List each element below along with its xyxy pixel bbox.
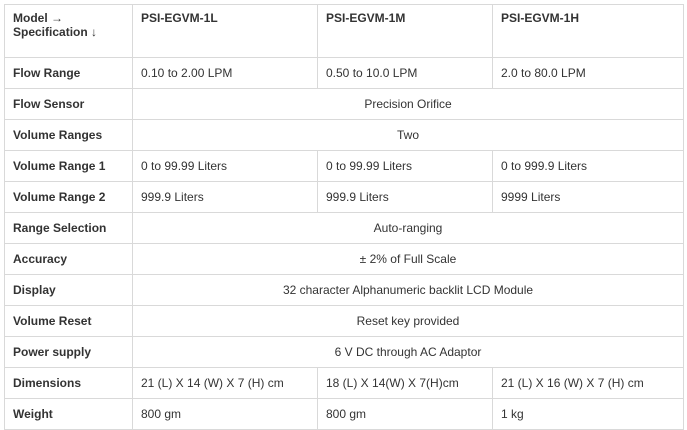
- table-row: [5, 306, 684, 337]
- table-row: [5, 89, 684, 120]
- merged-table-cell: Two: [133, 120, 684, 151]
- table-row: [5, 151, 684, 182]
- model-header-1h: PSI-EGVM-1H: [493, 5, 684, 58]
- table-cell: 0 to 999.9 Liters: [493, 151, 684, 182]
- row-label: Range Selection: [5, 213, 133, 244]
- table-cell: 999.9 Liters: [133, 182, 318, 213]
- row-label: Flow Range: [5, 58, 133, 89]
- table-cell: 0.10 to 2.00 LPM: [133, 58, 318, 89]
- merged-table-cell: 32 character Alphanumeric backlit LCD Module: [133, 275, 684, 306]
- corner-header-line1: Model →: [13, 11, 63, 25]
- row-label: Volume Ranges: [5, 120, 133, 151]
- table-row: [5, 58, 684, 89]
- table-cell: 800 gm: [318, 399, 493, 430]
- table-cell: 2.0 to 80.0 LPM: [493, 58, 684, 89]
- merged-table-cell: Reset key provided: [133, 306, 684, 337]
- row-label: Accuracy: [5, 244, 133, 275]
- table-row: [5, 337, 684, 368]
- model-header-1m: PSI-EGVM-1M: [318, 5, 493, 58]
- row-label: Weight: [5, 399, 133, 430]
- merged-table-cell: 6 V DC through AC Adaptor: [133, 337, 684, 368]
- model-header-1l: PSI-EGVM-1L: [133, 5, 318, 58]
- table-row: [5, 213, 684, 244]
- row-label: Power supply: [5, 337, 133, 368]
- specification-table: [4, 4, 684, 430]
- row-label: Display: [5, 275, 133, 306]
- table-row: [5, 120, 684, 151]
- merged-table-cell: Auto-ranging: [133, 213, 684, 244]
- table-cell: 999.9 Liters: [318, 182, 493, 213]
- table-cell: 1 kg: [493, 399, 684, 430]
- table-row: [5, 368, 684, 399]
- table-cell: 21 (L) X 16 (W) X 7 (H) cm: [493, 368, 684, 399]
- merged-table-cell: ± 2% of Full Scale: [133, 244, 684, 275]
- table-header-row: [5, 5, 684, 58]
- table-cell: 9999 Liters: [493, 182, 684, 213]
- corner-header-cell: [5, 5, 133, 58]
- row-label: Volume Reset: [5, 306, 133, 337]
- table-cell: 18 (L) X 14(W) X 7(H)cm: [318, 368, 493, 399]
- row-label: Flow Sensor: [5, 89, 133, 120]
- merged-table-cell: Precision Orifice: [133, 89, 684, 120]
- table-row: [5, 244, 684, 275]
- table-cell: 21 (L) X 14 (W) X 7 (H) cm: [133, 368, 318, 399]
- table-cell: 0 to 99.99 Liters: [318, 151, 493, 182]
- corner-header-line2: Specification ↓: [13, 25, 98, 39]
- table-row: [5, 182, 684, 213]
- table-cell: 0.50 to 10.0 LPM: [318, 58, 493, 89]
- row-label: Volume Range 1: [5, 151, 133, 182]
- table-cell: 0 to 99.99 Liters: [133, 151, 318, 182]
- table-cell: 800 gm: [133, 399, 318, 430]
- table-row: [5, 275, 684, 306]
- row-label: Volume Range 2: [5, 182, 133, 213]
- row-label: Dimensions: [5, 368, 133, 399]
